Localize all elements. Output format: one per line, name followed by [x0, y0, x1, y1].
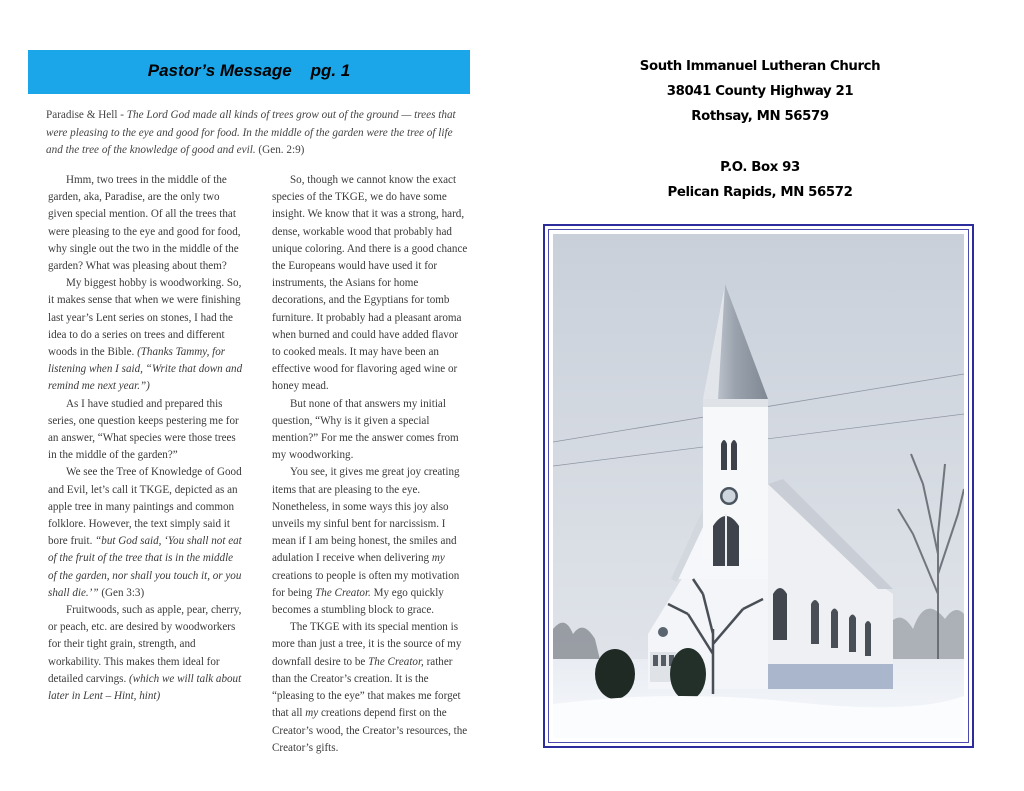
paragraph: Fruitwoods, such as apple, pear, cherry, or peach, etc. are desired by woodworkers for their tight grain, strength, and workability. This makes them ideal for detailed carvings. (which we will talk about later in Lent – Hint, hint): [48, 604, 242, 703]
intro-paragraph: [46, 107, 456, 160]
mailing-city: Pelican Rapids, MN 56572: [667, 185, 853, 200]
paragraph: The TKGE with its special mention is more than just a tree, it is the source of my downfall desire to be The Creator, rather than the Creator’s creation. It is the “pleasing to the eye” that makes me forget that all my creations depend first on the Creator’s wood, the Creator’s resources, the Creator’s gifts.: [272, 621, 468, 754]
paragraph: As I have studied and prepared this series, one question keeps pestering me for an answer, “What species were those trees in the middle of the garden?”: [48, 397, 239, 462]
paragraph: You see, it gives me great joy creating items that are pleasing to the eye. Nonetheless, in some ways this joy also unveils my sinful bent for narcissism. I mean if I am being honest, the smiles and adulation I receive when delivering my creations to people is often my motivation for being The Creator. My ego quickly becomes a stumbling block to grace.: [272, 466, 460, 617]
intro-reference: (Gen. 2:9): [255, 144, 305, 156]
intro-quote: The Lord God made all kinds of trees grow out of the ground — trees that were pleasing to the eye and good for food. In the middle of the garden were the tree of life and the tree of the knowledge of good and evil.: [46, 109, 456, 156]
po-box: P.O. Box 93: [720, 160, 800, 175]
paragraph: So, though we cannot know the exact species of the TKGE, we do have some insight. We know that it was a strong, hard, dense, workable wood that probably had unique coloring. And there is a good chance the Europeans would have used it for instruments, the Asians for home decorations, and the Egyptians for tomb furniture. It probably had a pleasant aroma when burned and could have added flavor to cooked meals. It may have been an effective wood for flavoring aged wine or honey mead.: [272, 174, 468, 393]
banner-title: Pastor’s Message pg. 1: [147, 61, 351, 80]
article-left-column: [48, 172, 244, 705]
church-address: [590, 54, 930, 129]
church-name: South Immanuel Lutheran Church: [639, 59, 881, 74]
pastor-message-banner: [28, 50, 470, 94]
intro-heading: Paradise & Hell -: [46, 109, 127, 121]
paragraph: My biggest hobby is woodworking. So, it makes sense that when we were finishing last year’s Lent series on stones, I had the idea to do a series on trees and different woods in the Bible. (Thanks Tammy, for listening when I said, “Write that down and remind me next year.”): [48, 277, 243, 393]
mailing-address: [590, 155, 930, 205]
paragraph: Hmm, two trees in the middle of the garden, aka, Paradise, are the only two given special mention. Of all the trees that were pleasing to the eye and good for food, why single out the two in the middle of the garden? What was pleasing about them?: [48, 174, 241, 273]
paragraph: But none of that answers my initial question, “Why is it given a special mention?” For me the answer comes from my woodworking.: [272, 397, 459, 462]
white-church-in-snow-photo: [553, 234, 964, 738]
paragraph: We see the Tree of Knowledge of Good and Evil, let’s call it TKGE, depicted as an apple tree in many paintings and common folklore. However, the text simply said it bore fruit. “but God said, ‘You shall not eat of the fruit of the tree that is in the middle of the garden, nor shall you touch it, or you shall die.’” (Gen 3:3): [48, 466, 242, 599]
street-address: 38041 County Highway 21: [666, 84, 854, 99]
city-address: Rothsay, MN 56579: [691, 109, 829, 124]
article-right-column: [272, 172, 468, 757]
